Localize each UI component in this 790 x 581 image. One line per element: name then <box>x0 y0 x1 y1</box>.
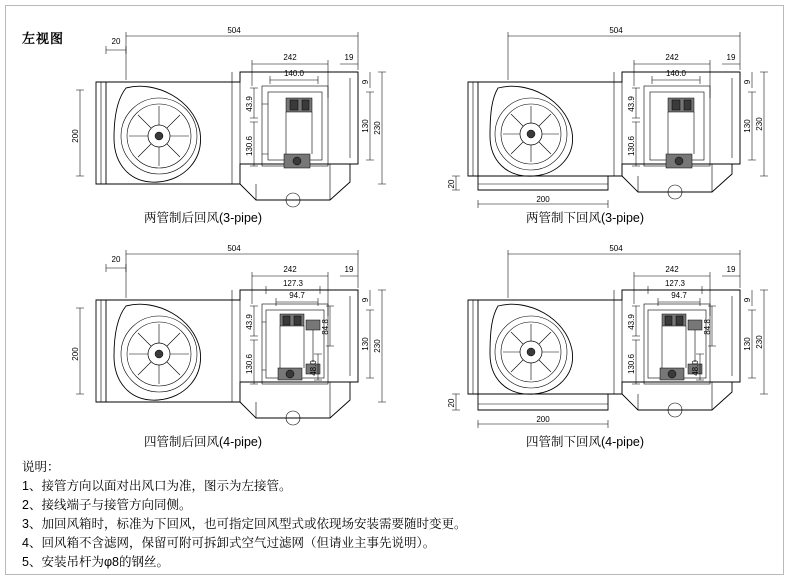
dim-9: 9 <box>361 79 370 85</box>
dim-504: 504 <box>609 26 623 35</box>
dim-504: 504 <box>227 244 241 253</box>
dim-9: 9 <box>743 79 752 85</box>
dim-20: 20 <box>111 37 121 46</box>
notes-block <box>22 458 762 572</box>
dim-9: 9 <box>361 297 370 303</box>
dim-504: 504 <box>227 26 241 35</box>
note-item-1: 1、接管方向以面对出风口为准，图示为左接管。 <box>22 479 292 493</box>
caption-top-left: 两管制后回风(3-pipe) <box>143 211 263 225</box>
dim-130: 130 <box>361 337 370 351</box>
dim-200: 200 <box>71 129 80 143</box>
panel-top-right <box>400 14 770 224</box>
dim-230: 230 <box>755 117 764 131</box>
dim-140: 140.0 <box>665 69 687 78</box>
dim-230: 230 <box>373 339 382 353</box>
dim-130: 130 <box>743 337 752 351</box>
dim-20: 20 <box>111 255 121 264</box>
note-item-2: 2、接线端子与接管方向同侧。 <box>22 498 192 512</box>
dim-19: 19 <box>726 265 736 274</box>
dim-94-7: 94.7 <box>671 291 687 300</box>
dim-19: 19 <box>344 265 354 274</box>
notes-title: 说明： <box>22 460 60 474</box>
dim-48-0: 48.0 <box>691 360 700 376</box>
dim-504: 504 <box>609 244 623 253</box>
drawing-bottom-right <box>400 232 770 432</box>
dim-48-0: 48.0 <box>309 360 318 376</box>
dim-130-6: 130.6 <box>245 353 254 375</box>
dim-94-7: 94.7 <box>289 291 305 300</box>
panel-bottom-right <box>400 232 770 449</box>
dim-43-9: 43.9 <box>245 314 254 330</box>
dim-242: 242 <box>665 265 679 274</box>
dim-230: 230 <box>373 121 382 135</box>
dim-130-6: 130.6 <box>245 135 254 157</box>
dim-20: 20 <box>447 179 456 189</box>
view-label: 左视图 <box>22 31 65 46</box>
caption-bottom-left: 四管制后回风(4-pipe) <box>143 435 263 449</box>
dim-84-8: 84.8 <box>703 319 712 335</box>
dim-127-3: 127.3 <box>664 279 686 288</box>
drawing-top-left <box>18 14 388 214</box>
dim-230: 230 <box>755 335 764 349</box>
dim-200: 200 <box>536 415 550 424</box>
dim-84-8: 84.8 <box>321 319 330 335</box>
dim-20: 20 <box>447 398 456 408</box>
dim-19: 19 <box>344 53 354 62</box>
panel-top-left <box>18 14 388 224</box>
dim-130-6: 130.6 <box>627 135 636 157</box>
dim-43-9: 43.9 <box>245 96 254 112</box>
note-item-4: 4、回风箱不含滤网，保留可附可拆卸式空气过滤网（但请业主事先说明）。 <box>22 536 436 550</box>
drawing-bottom-left <box>18 232 388 432</box>
dim-242: 242 <box>283 265 297 274</box>
dim-242: 242 <box>665 53 679 62</box>
panel-bottom-left <box>18 232 388 449</box>
dim-43-9: 43.9 <box>627 96 636 112</box>
dim-130: 130 <box>743 119 752 133</box>
dim-200: 200 <box>71 347 80 361</box>
dim-130-6: 130.6 <box>627 353 636 375</box>
dim-242: 242 <box>283 53 297 62</box>
dim-127-3: 127.3 <box>282 279 304 288</box>
drawing-top-right <box>400 14 770 214</box>
dim-9: 9 <box>743 297 752 303</box>
note-item-3: 3、加回风箱时，标准为下回风，也可指定回风型式或依现场安装需要随时变更。 <box>22 517 467 531</box>
dim-19: 19 <box>726 53 736 62</box>
dim-130: 130 <box>361 119 370 133</box>
caption-bottom-right: 四管制下回风(4-pipe) <box>525 435 645 449</box>
dim-140: 140.0 <box>283 69 305 78</box>
dim-43-9: 43.9 <box>627 314 636 330</box>
dim-200: 200 <box>536 195 550 204</box>
caption-top-right: 两管制下回风(3-pipe) <box>525 211 645 225</box>
note-item-5: 5、安装吊杆为φ8的钢丝。 <box>22 555 170 569</box>
